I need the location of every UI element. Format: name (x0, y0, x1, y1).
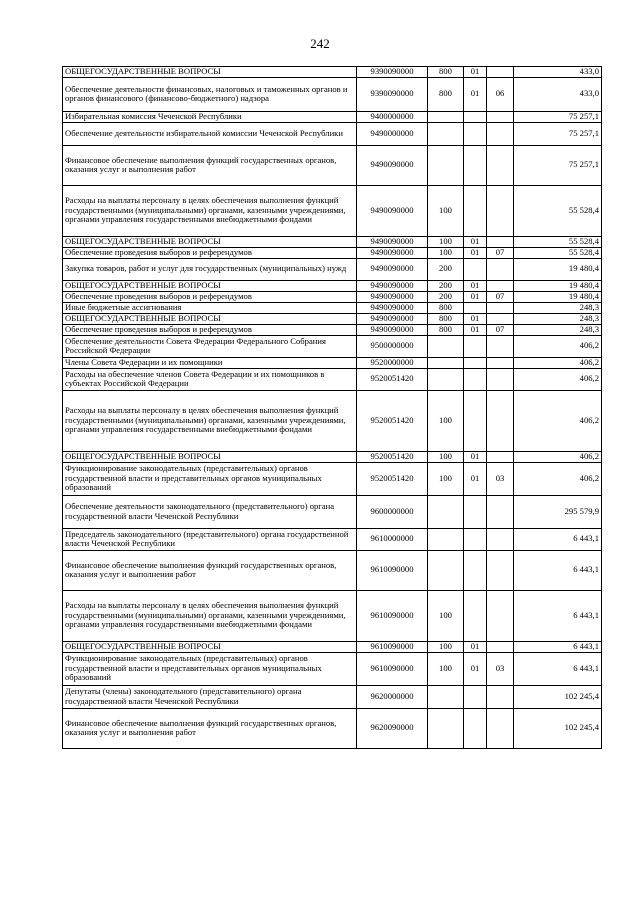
cell-target-code: 9400000000 (357, 111, 428, 122)
table-row (63, 708, 602, 748)
cell-name: Председатель законодательного (представительного) органа государственной власти Чеченской Республики (63, 528, 357, 550)
cell-target-code: 9490090000 (357, 258, 428, 280)
cell-subsection (487, 685, 514, 708)
cell-amount: 6 443,1 (514, 590, 602, 641)
cell-name: Обеспечение деятельности финансовых, налоговых и таможенных органов и органов финансового (финансово-бюджетного) надзора (63, 77, 357, 111)
cell-target-code: 9490090000 (357, 185, 428, 236)
cell-subsection (487, 708, 514, 748)
cell-name: Расходы на обеспечение членов Совета Федерации и их помощников в субъектах Российской Федерации (63, 368, 357, 390)
cell-expense-type: 800 (428, 302, 464, 313)
cell-subsection (487, 258, 514, 280)
cell-section (464, 495, 487, 528)
cell-amount: 55 528,4 (514, 247, 602, 258)
cell-section: 01 (464, 462, 487, 495)
cell-amount: 55 528,4 (514, 236, 602, 247)
cell-expense-type: 800 (428, 313, 464, 324)
cell-subsection (487, 335, 514, 357)
table-row (63, 313, 602, 324)
cell-subsection (487, 357, 514, 368)
table-row (63, 122, 602, 145)
budget-table-body (63, 67, 602, 749)
cell-expense-type (428, 528, 464, 550)
cell-target-code: 9620090000 (357, 708, 428, 748)
table-row (63, 247, 602, 258)
cell-subsection (487, 550, 514, 590)
cell-section (464, 302, 487, 313)
cell-expense-type: 800 (428, 324, 464, 335)
cell-section: 01 (464, 291, 487, 302)
cell-name: Расходы на выплаты персоналу в целях обеспечения выполнения функций государственными (муниципальными) органами, казенными учреждениями, органами управления государственными внебюджетными фондами (63, 185, 357, 236)
cell-amount: 6 443,1 (514, 528, 602, 550)
cell-expense-type (428, 111, 464, 122)
table-row (63, 550, 602, 590)
cell-target-code: 9490090000 (357, 236, 428, 247)
cell-section: 01 (464, 247, 487, 258)
cell-expense-type (428, 357, 464, 368)
table-row (63, 390, 602, 451)
cell-expense-type (428, 550, 464, 590)
cell-name: Финансовое обеспечение выполнения функций государственных органов, оказания услуг и выполнения работ (63, 550, 357, 590)
cell-target-code: 9490090000 (357, 247, 428, 258)
cell-section (464, 590, 487, 641)
cell-amount: 406,2 (514, 451, 602, 462)
cell-expense-type: 100 (428, 641, 464, 652)
cell-target-code: 9390090000 (357, 77, 428, 111)
cell-amount: 406,2 (514, 390, 602, 451)
table-row (63, 236, 602, 247)
cell-amount: 433,0 (514, 67, 602, 78)
cell-expense-type: 200 (428, 258, 464, 280)
cell-target-code: 9500000000 (357, 335, 428, 357)
cell-section (464, 368, 487, 390)
cell-amount: 248,3 (514, 302, 602, 313)
cell-expense-type (428, 685, 464, 708)
cell-section: 01 (464, 280, 487, 291)
cell-section (464, 145, 487, 185)
cell-section: 01 (464, 451, 487, 462)
cell-subsection: 03 (487, 462, 514, 495)
cell-expense-type: 100 (428, 652, 464, 685)
cell-target-code: 9610090000 (357, 641, 428, 652)
cell-target-code: 9490090000 (357, 302, 428, 313)
table-row (63, 324, 602, 335)
cell-section (464, 185, 487, 236)
cell-subsection (487, 641, 514, 652)
cell-expense-type: 200 (428, 280, 464, 291)
cell-section: 01 (464, 313, 487, 324)
cell-amount: 248,3 (514, 324, 602, 335)
cell-subsection (487, 495, 514, 528)
cell-amount: 406,2 (514, 357, 602, 368)
cell-target-code: 9520000000 (357, 357, 428, 368)
cell-section (464, 685, 487, 708)
cell-name: Избирательная комиссия Чеченской Республики (63, 111, 357, 122)
cell-amount: 19 480,4 (514, 280, 602, 291)
cell-expense-type: 100 (428, 590, 464, 641)
cell-name: ОБЩЕГОСУДАРСТВЕННЫЕ ВОПРОСЫ (63, 67, 357, 78)
cell-expense-type: 100 (428, 247, 464, 258)
cell-expense-type: 100 (428, 390, 464, 451)
cell-name: Члены Совета Федерации и их помощники (63, 357, 357, 368)
cell-expense-type (428, 708, 464, 748)
table-row (63, 185, 602, 236)
cell-expense-type (428, 495, 464, 528)
cell-expense-type: 100 (428, 451, 464, 462)
table-row (63, 357, 602, 368)
cell-target-code: 9490090000 (357, 324, 428, 335)
cell-amount: 406,2 (514, 368, 602, 390)
cell-amount: 19 480,4 (514, 258, 602, 280)
table-row (63, 291, 602, 302)
cell-subsection (487, 528, 514, 550)
cell-name: Обеспечение проведения выборов и референдумов (63, 291, 357, 302)
cell-expense-type: 200 (428, 291, 464, 302)
cell-section (464, 708, 487, 748)
cell-name: Обеспечение проведения выборов и референдумов (63, 324, 357, 335)
cell-section: 01 (464, 67, 487, 78)
table-row (63, 495, 602, 528)
cell-name: Обеспечение деятельности Совета Федерации Федерального Собрания Российской Федерации (63, 335, 357, 357)
cell-subsection (487, 145, 514, 185)
budget-table (62, 66, 602, 749)
cell-section: 01 (464, 652, 487, 685)
cell-section (464, 111, 487, 122)
cell-amount: 102 245,4 (514, 685, 602, 708)
cell-target-code: 9490090000 (357, 145, 428, 185)
cell-expense-type (428, 145, 464, 185)
cell-name: Обеспечение проведения выборов и референдумов (63, 247, 357, 258)
cell-expense-type (428, 335, 464, 357)
cell-name: Расходы на выплаты персоналу в целях обеспечения выполнения функций государственными (муниципальными) органами, казенными учреждениями, органами управления государственными внебюджетными фондами (63, 590, 357, 641)
cell-subsection: 07 (487, 324, 514, 335)
cell-name: Финансовое обеспечение выполнения функций государственных органов, оказания услуг и выполнения работ (63, 145, 357, 185)
cell-target-code: 9490090000 (357, 313, 428, 324)
table-row (63, 652, 602, 685)
cell-expense-type: 100 (428, 185, 464, 236)
cell-target-code: 9520051420 (357, 390, 428, 451)
cell-subsection (487, 368, 514, 390)
cell-name: ОБЩЕГОСУДАРСТВЕННЫЕ ВОПРОСЫ (63, 236, 357, 247)
cell-subsection (487, 302, 514, 313)
cell-subsection (487, 185, 514, 236)
table-row (63, 641, 602, 652)
cell-section (464, 122, 487, 145)
cell-expense-type: 100 (428, 236, 464, 247)
cell-subsection (487, 111, 514, 122)
cell-subsection (487, 313, 514, 324)
cell-amount: 406,2 (514, 462, 602, 495)
cell-section (464, 258, 487, 280)
table-row (63, 528, 602, 550)
cell-section: 01 (464, 236, 487, 247)
cell-target-code: 9610090000 (357, 550, 428, 590)
cell-name: Расходы на выплаты персоналу в целях обеспечения выполнения функций государственными (муниципальными) органами, казенными учреждениями, органами управления государственными внебюджетными фондами (63, 390, 357, 451)
cell-expense-type: 100 (428, 462, 464, 495)
cell-expense-type: 800 (428, 67, 464, 78)
cell-subsection (487, 451, 514, 462)
cell-amount: 6 443,1 (514, 652, 602, 685)
table-row (63, 258, 602, 280)
cell-target-code: 9490000000 (357, 122, 428, 145)
cell-name: Депутаты (члены) законодательного (представительного) органа государственной власти Чеченской Республики (63, 685, 357, 708)
cell-name: Обеспечение деятельности законодательного (представительного) органа государственной власти Чеченской Республики (63, 495, 357, 528)
cell-name: Финансовое обеспечение выполнения функций государственных органов, оказания услуг и выполнения работ (63, 708, 357, 748)
cell-amount: 6 443,1 (514, 641, 602, 652)
cell-name: ОБЩЕГОСУДАРСТВЕННЫЕ ВОПРОСЫ (63, 313, 357, 324)
table-row (63, 302, 602, 313)
cell-section: 01 (464, 324, 487, 335)
cell-section (464, 550, 487, 590)
cell-name: Обеспечение деятельности избирательной комиссии Чеченской Республики (63, 122, 357, 145)
cell-name: Функционирование законодательных (представительных) органов государственной власти и представительных органов муниципальных образований (63, 652, 357, 685)
table-row (63, 280, 602, 291)
page-number: 242 (310, 36, 330, 51)
cell-expense-type (428, 368, 464, 390)
cell-section (464, 357, 487, 368)
cell-subsection (487, 390, 514, 451)
cell-target-code: 9620000000 (357, 685, 428, 708)
cell-target-code: 9610000000 (357, 528, 428, 550)
cell-name: ОБЩЕГОСУДАРСТВЕННЫЕ ВОПРОСЫ (63, 280, 357, 291)
cell-subsection (487, 280, 514, 291)
cell-subsection: 03 (487, 652, 514, 685)
cell-target-code: 9600000000 (357, 495, 428, 528)
cell-amount: 295 579,9 (514, 495, 602, 528)
cell-section: 01 (464, 641, 487, 652)
table-row (63, 77, 602, 111)
cell-amount: 19 480,4 (514, 291, 602, 302)
cell-target-code: 9390090000 (357, 67, 428, 78)
cell-target-code: 9520051420 (357, 462, 428, 495)
table-row (63, 590, 602, 641)
table-row (63, 368, 602, 390)
cell-amount: 248,3 (514, 313, 602, 324)
cell-name: ОБЩЕГОСУДАРСТВЕННЫЕ ВОПРОСЫ (63, 641, 357, 652)
cell-amount: 102 245,4 (514, 708, 602, 748)
table-row (63, 111, 602, 122)
table-row (63, 462, 602, 495)
cell-amount: 75 257,1 (514, 145, 602, 185)
cell-subsection (487, 236, 514, 247)
cell-amount: 433,0 (514, 77, 602, 111)
cell-target-code: 9610090000 (357, 652, 428, 685)
cell-section (464, 528, 487, 550)
cell-subsection (487, 590, 514, 641)
table-row (63, 67, 602, 78)
cell-amount: 75 257,1 (514, 122, 602, 145)
cell-amount: 75 257,1 (514, 111, 602, 122)
cell-expense-type: 800 (428, 77, 464, 111)
table-row (63, 335, 602, 357)
cell-target-code: 9610090000 (357, 590, 428, 641)
cell-amount: 6 443,1 (514, 550, 602, 590)
cell-target-code: 9490090000 (357, 280, 428, 291)
cell-target-code: 9490090000 (357, 291, 428, 302)
cell-section (464, 335, 487, 357)
cell-subsection (487, 122, 514, 145)
cell-amount: 55 528,4 (514, 185, 602, 236)
table-row (63, 685, 602, 708)
cell-target-code: 9520051420 (357, 451, 428, 462)
cell-subsection: 06 (487, 77, 514, 111)
cell-expense-type (428, 122, 464, 145)
cell-name: Функционирование законодательных (представительных) органов государственной власти и представительных органов муниципальных образований (63, 462, 357, 495)
cell-amount: 406,2 (514, 335, 602, 357)
cell-subsection: 07 (487, 291, 514, 302)
cell-name: Закупка товаров, работ и услуг для государственных (муниципальных) нужд (63, 258, 357, 280)
cell-subsection: 07 (487, 247, 514, 258)
table-row (63, 451, 602, 462)
cell-section (464, 390, 487, 451)
table-row (63, 145, 602, 185)
cell-target-code: 9520051420 (357, 368, 428, 390)
cell-name: ОБЩЕГОСУДАРСТВЕННЫЕ ВОПРОСЫ (63, 451, 357, 462)
cell-section: 01 (464, 77, 487, 111)
cell-name: Иные бюджетные ассигнования (63, 302, 357, 313)
cell-subsection (487, 67, 514, 78)
